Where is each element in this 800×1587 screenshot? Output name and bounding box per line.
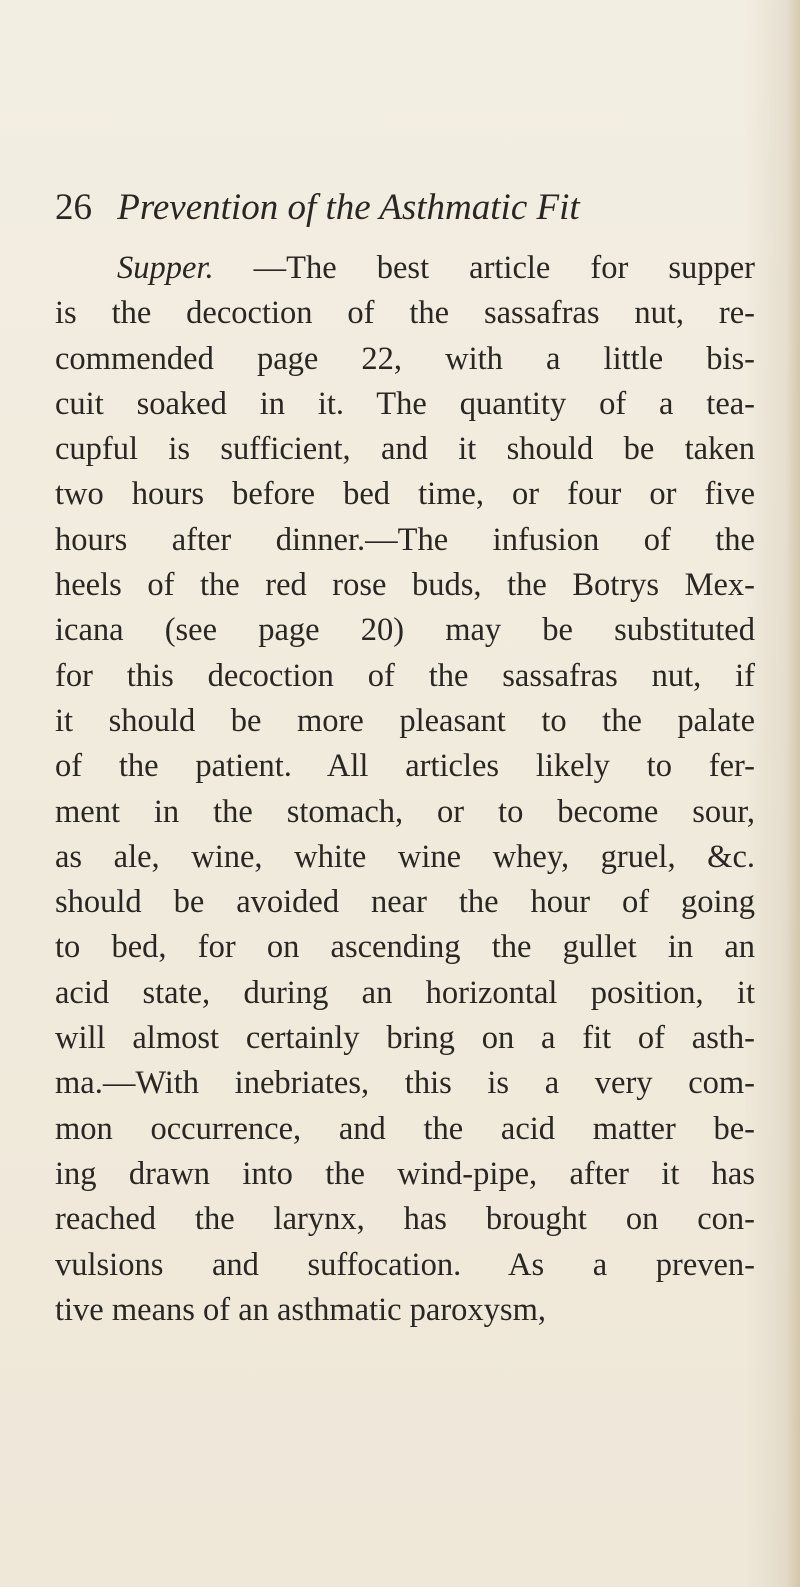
text-line: cuit soaked in it. The quantity of a tea- bbox=[55, 385, 755, 422]
section-lead-word: Supper. bbox=[117, 250, 214, 286]
text-line-content: —The best article for supper bbox=[213, 250, 755, 286]
text-line: heels of the red rose buds, the Botrys Mex- bbox=[55, 567, 755, 604]
text-line: vulsions and suffocation. As a preven- bbox=[55, 1246, 755, 1283]
text-line: of the patient. All articles likely to fer- bbox=[55, 748, 755, 785]
running-header bbox=[55, 186, 755, 230]
text-line: is the decoction of the sassafras nut, re- bbox=[55, 295, 755, 332]
text-line: acid state, during an horizontal position, it bbox=[55, 974, 755, 1011]
text-line: icana (see page 20) may be substituted bbox=[55, 612, 755, 649]
text-line: as ale, wine, white wine whey, gruel, &c. bbox=[55, 838, 755, 875]
body-paragraph bbox=[55, 246, 755, 1333]
text-line: it should be more pleasant to the palate bbox=[55, 702, 755, 739]
text-line: commended page 22, with a little bis- bbox=[55, 340, 755, 377]
text-line: mon occurrence, and the acid matter be- bbox=[55, 1110, 755, 1147]
page-edge-shadow bbox=[786, 0, 800, 1587]
text-line: to bed, for on ascending the gullet in an bbox=[55, 929, 755, 966]
text-line: ing drawn into the wind-pipe, after it has bbox=[55, 1155, 755, 1192]
text-line: will almost certainly bring on a fit of asth- bbox=[55, 1020, 755, 1057]
text-line: should be avoided near the hour of going bbox=[55, 884, 755, 921]
text-line: tive means of an asthmatic paroxysm, bbox=[55, 1291, 546, 1328]
text-line: hours after dinner.—The infusion of the bbox=[55, 521, 755, 558]
text-line: for this decoction of the sassafras nut, if bbox=[55, 657, 755, 694]
text-line: reached the larynx, has brought on con- bbox=[55, 1201, 755, 1238]
text-line: ment in the stomach, or to become sour, bbox=[55, 793, 755, 830]
page-number: 26 bbox=[55, 187, 92, 228]
text-line: ma.—With inebriates, this is a very com- bbox=[55, 1065, 755, 1102]
text-line: cupful is sufficient, and it should be taken bbox=[55, 431, 755, 468]
text-line bbox=[55, 246, 755, 291]
running-title: Prevention of the Asthmatic Fit bbox=[117, 187, 580, 228]
text-line: two hours before bed time, or four or five bbox=[55, 476, 755, 513]
